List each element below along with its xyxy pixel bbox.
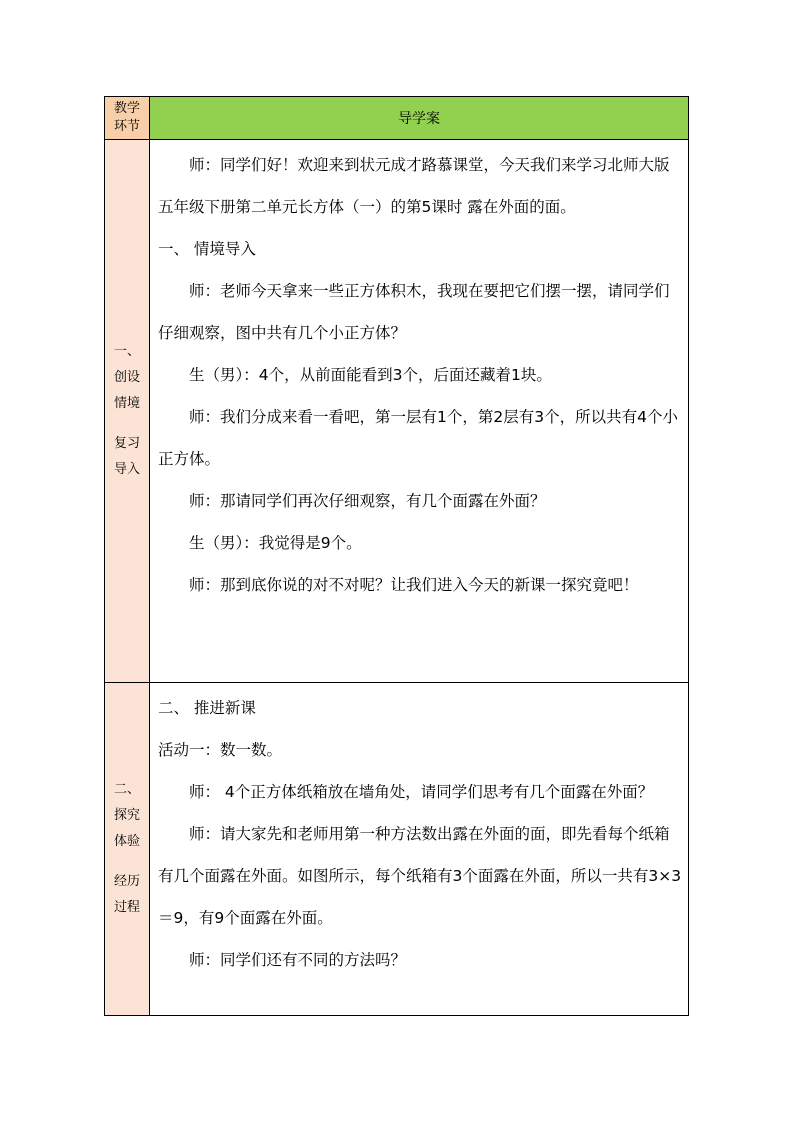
section-1-content xyxy=(150,140,689,683)
section-2-label-cell xyxy=(105,683,150,1016)
section-2-label-line: 过程 xyxy=(113,900,140,915)
section-2-label-line: 探究 xyxy=(113,808,140,823)
paragraph: 师：请大家先和老师用第一种方法数出露在外面的面，即先看每个纸箱有几个面露在外面。如图所示，每个纸箱有3个面露在外面，所以一共有3×3＝9，有9个面露在外面。 xyxy=(158,825,682,927)
stage-header-line2: 环节 xyxy=(113,119,140,134)
paragraph: 师： 4个正方体纸箱放在墙角处，请同学们思考有几个面露在外面？ xyxy=(189,783,654,801)
guide-header-cell xyxy=(150,97,689,140)
paragraph: 生（男）：我觉得是9个。 xyxy=(189,534,362,552)
section-1-label-cell xyxy=(105,140,150,683)
section-2-label-line: 经历 xyxy=(113,874,140,889)
paragraph: 师：我们分成来看一看吧，第一层有1个，第2层有3个，所以共有4个小正方体。 xyxy=(158,408,678,468)
section-row-1 xyxy=(105,140,689,683)
header-row xyxy=(105,97,689,140)
subheading: 一、 情境导入 xyxy=(158,240,256,258)
guide-title: 导学案 xyxy=(398,111,440,127)
paragraph: 师：那到底你说的对不对呢？让我们进入今天的新课一探究竟吧！ xyxy=(189,576,639,594)
section-2-content xyxy=(150,683,689,1016)
section-1-label-number: 一、 xyxy=(113,344,140,359)
paragraph: 生（男）：4个，从前面能看到3个，后面还藏着1块。 xyxy=(189,366,552,384)
section-1-label-line: 创设 xyxy=(113,370,140,385)
section-1-label-line: 复习 xyxy=(113,436,140,451)
paragraph: 师：老师今天拿来一些正方体积木，我现在要把它们摆一摆，请同学们仔细观察，图中共有几个小正方体？ xyxy=(158,282,670,342)
paragraph: 师：同学们还有不同的方法吗？ xyxy=(189,951,407,969)
lesson-plan-table xyxy=(104,96,689,1016)
paragraph: 师：同学们好！欢迎来到状元成才路慕课堂，今天我们来学习北师大版五年级下册第二单元长方体（一）的第5课时 露在外面的面。 xyxy=(158,156,670,216)
paragraph: 师：那请同学们再次仔细观察，有几个面露在外面？ xyxy=(189,492,546,510)
section-2-label-line: 体验 xyxy=(113,834,140,849)
section-1-label-line: 导入 xyxy=(113,462,140,477)
subheading: 二、 推进新课 xyxy=(158,699,256,717)
activity-heading: 活动一：数一数。 xyxy=(158,741,283,759)
section-row-2 xyxy=(105,683,689,1016)
stage-header-cell xyxy=(105,97,150,140)
section-1-label-line: 情境 xyxy=(113,396,140,411)
section-2-label-number: 二、 xyxy=(113,782,140,797)
stage-header-line1: 教学 xyxy=(113,101,140,116)
